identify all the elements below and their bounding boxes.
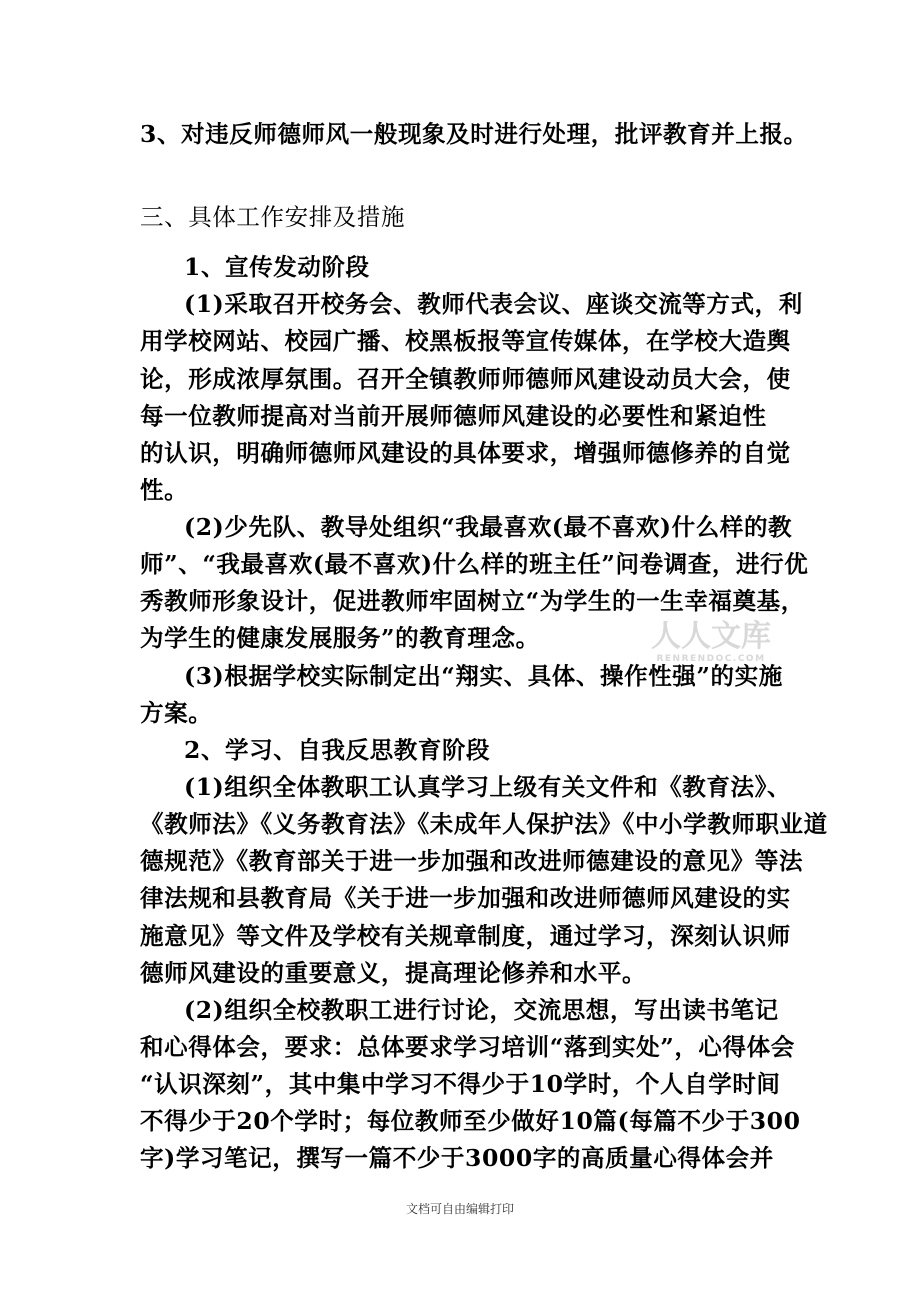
text-line: 用学校网站、校园广播、校黑板报等宣传媒体，在学校大造舆 [140,327,791,355]
subsection-heading: 2、学习、自我反思教育阶段 [184,736,491,764]
text-line: (2)组织全校教职工进行讨论，交流思想，写出读书笔记 [184,996,779,1024]
text-line: 3、对违反师德师风一般现象及时进行处理，批评教育并上报。 [140,120,808,148]
text-line: 和心得体会，要求：总体要求学习培训“落到实处”，心得体会 [140,1033,795,1061]
watermark-logo [646,620,776,664]
text-line: (3)根据学校实际制定出“翔实、具体、操作性强”的实施 [184,662,783,690]
page-footer: 文档可自由编辑打印 [405,1202,514,1216]
text-line: 德规范》《教育部关于进一步加强和改进师德建设的意见》等法 [140,847,804,875]
text-line: 论，形成浓厚氛围。召开全镇教师师德师风建设动员大会，使 [140,365,791,393]
text-line: (1)采取召开校务会、教师代表会议、座谈交流等方式，利 [184,290,803,318]
text-line: 施意见》等文件及学校有关规章制度，通过学习，深刻认识师 [140,922,791,950]
text-line: 的认识，明确师德师风建设的具体要求，增强师德修养的自觉 [140,439,791,467]
text-line: 性。 [140,476,189,504]
text-line: 秀教师形象设计，促进教师牢固树立“为学生的一生幸福奠基， [140,587,805,615]
text-line: 不得少于20个学时；每位教师至少做好10篇(每篇不少于300 [140,1107,801,1135]
section-heading: 三、具体工作安排及措施 [140,203,406,231]
text-line: 律法规和县教育局《关于进一步加强和改进师德师风建设的实 [140,884,791,912]
text-line: (1)组织全体教职工认真学习上级有关文件和《教育法》、 [184,773,792,801]
text-line: 为学生的健康发展服务”的教育理念。 [140,624,540,652]
text-line: 师”、“我最喜欢(最不喜欢)什么样的班主任”问卷调查，进行优 [140,550,809,578]
text-line: “认识深刻”，其中集中学习不得少于10学时，个人自学时间 [140,1070,781,1098]
text-line: (2)少先队、教导处组织“我最喜欢(最不喜欢)什么样的教 [184,513,793,541]
watermark-title: 人人文库 [651,619,771,654]
text-line: 方案。 [140,699,213,727]
watermark-subtitle: RENRENDOC.COM [656,654,766,664]
subsection-heading: 1、宣传发动阶段 [184,253,370,281]
text-line: 《教师法》《义务教育法》《未成年人保护法》《中小学教师职业道 [140,810,828,838]
text-line: 字)学习笔记，撰写一篇不少于3000字的高质量心得体会并 [140,1144,774,1172]
text-line: 德师风建设的重要意义，提高理论修养和水平。 [140,959,647,987]
text-line: 每一位教师提高对当前开展师德师风建设的必要性和紧迫性 [140,402,767,430]
